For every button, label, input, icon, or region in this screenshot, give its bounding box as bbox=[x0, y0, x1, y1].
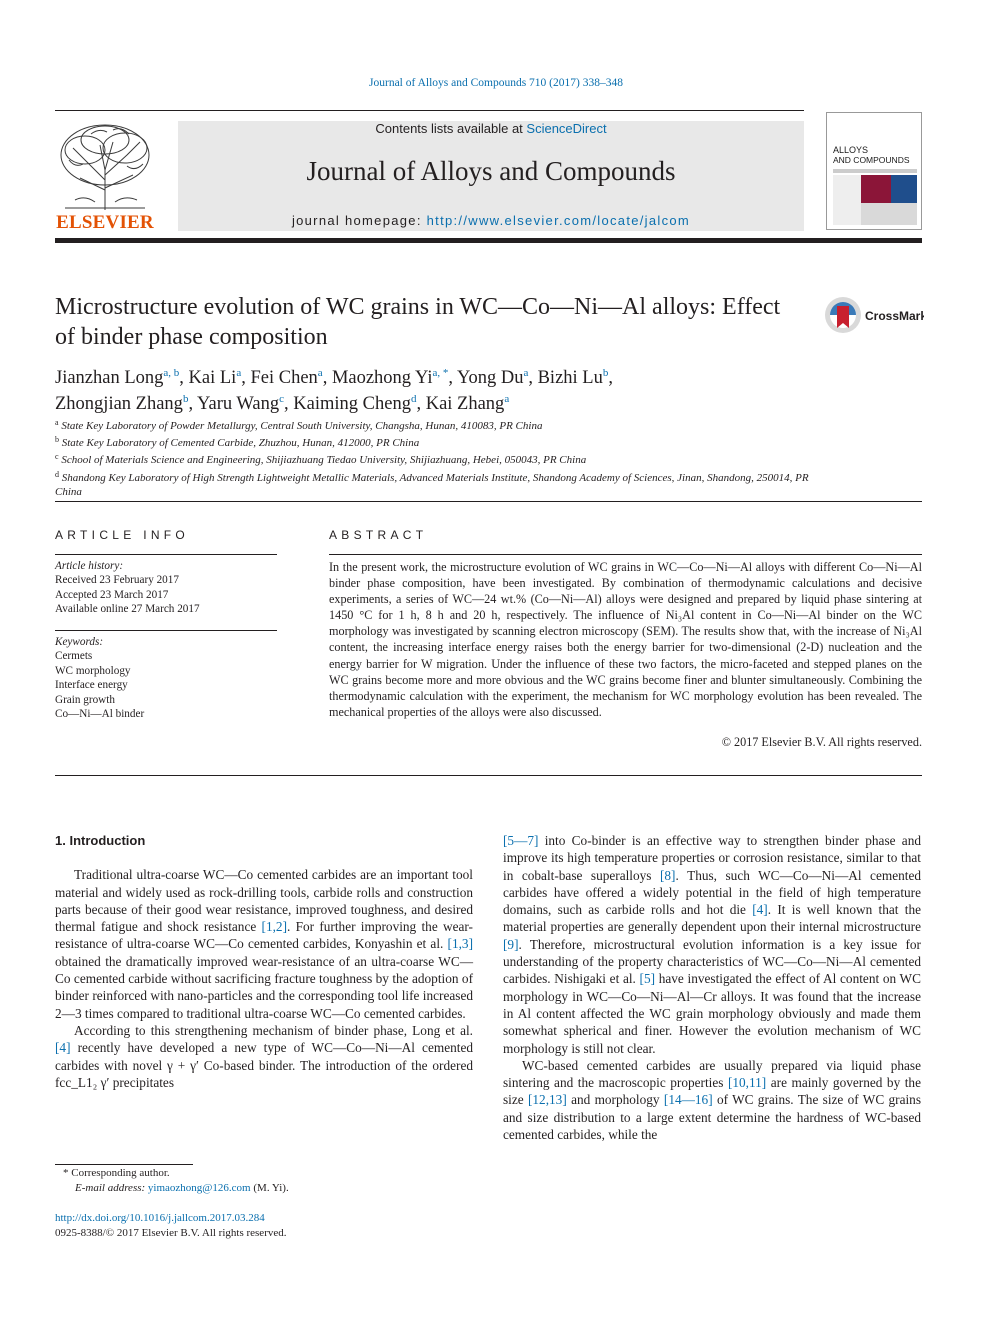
journal-title: Journal of Alloys and Compounds bbox=[306, 156, 676, 186]
email-link[interactable]: yimaozhong@126.com bbox=[147, 1182, 251, 1194]
journal-citation[interactable]: Journal of Alloys and Compounds 710 (2017) 338–348 bbox=[369, 77, 623, 89]
header-rule bbox=[55, 110, 804, 111]
body-rule bbox=[55, 775, 922, 776]
cover-color-block-3 bbox=[861, 203, 917, 225]
info-rule bbox=[55, 554, 277, 555]
tree-icon bbox=[55, 120, 155, 212]
author[interactable]: Kai Zhang$^a$ bbox=[425, 393, 510, 414]
article-history bbox=[55, 559, 277, 617]
contents-prefix: Contents lists available at bbox=[375, 121, 527, 136]
keywords bbox=[55, 635, 277, 721]
doi-link[interactable]: http://dx.doi.org/10.1016/j.jallcom.2017.03.284 bbox=[55, 1212, 265, 1224]
homepage-line bbox=[178, 213, 804, 228]
abstract-rule bbox=[329, 554, 922, 555]
crossmark-icon bbox=[824, 296, 924, 336]
article-title bbox=[55, 292, 815, 352]
reference-link[interactable]: [1,3] bbox=[447, 936, 473, 952]
cover-color-block-1 bbox=[861, 175, 891, 203]
crossmark-label: CrossMark bbox=[865, 309, 924, 323]
body-column-left bbox=[55, 832, 473, 1091]
doi-block bbox=[55, 1211, 287, 1241]
reference-link[interactable]: [5] bbox=[639, 971, 656, 987]
elsevier-wordmark: ELSEVIER bbox=[56, 212, 154, 233]
homepage-prefix: journal homepage: bbox=[291, 213, 427, 228]
reference-link[interactable]: [10,11] bbox=[727, 1075, 767, 1091]
reference-link[interactable]: [14—16] bbox=[663, 1092, 713, 1108]
author[interactable]: Maozhong $Yi^{a, *}$ bbox=[331, 367, 449, 388]
keyword: Co—Ni—Al binder bbox=[55, 708, 145, 721]
title-line-1: Microstructure evolution of WC grains in WC—Co—Ni—Al alloys: Effect bbox=[55, 294, 781, 320]
keywords-rule bbox=[55, 630, 277, 631]
reference-link[interactable]: [5—7] bbox=[503, 833, 539, 848]
paragraph: [5—7] into Co-binder is an effective way to strengthen binder phase and improve its high temperature properties or corrosion resistance, similar to that in cobalt-base superalloys [8]. Thus, such WC—Co—Ni—Al cemented carbides have offered a widely potential in the field of high temperature domains, such as carbide rolls and hot die [4]. It is well known that the material properties are generally dependent upon their internal microstructure [9]. Therefore, microstructural evolution information is a key issue for understanding of the property characteristics of WC—Co—Ni—Al cemented carbides. Nishigaki et al. [5] have investigated the effect of Al content on WC morphology in WC—Co—Ni—Al—Cr alloys. It was found that the increase in Al content affected the WC grain morphology obviously and made them somewhat spherical and finer. However the evolution mechanism of WC morphology is still not clear. bbox=[503, 833, 921, 1056]
paragraph: Traditional ultra-coarse WC—Co cemented carbides are an important tool material and widely used as rock-drilling tools, carbide rolls and construction parts because of their good wear resistance, improved toughness, and desired thermal fatigue and shock resistance [1,2]. For further improving the wear-resistance of ultra-coarse WC—Co cemented carbides, Konyashin et al. [1,3] obtained the dramatically improved wear-resistance of an ultra-coarse WC—Co cemented carbide without sacrificing fracture toughness by the adoption of binder reinforced with nano-particles and the corresponding tool life increased 2—3 times compared to traditional ultra-coarse WC—Co cemented carbides. bbox=[55, 867, 473, 1021]
author[interactable]: Kaiming Cheng$^d$ bbox=[293, 393, 417, 414]
accepted-date: Accepted 23 March 2017 bbox=[55, 588, 169, 601]
cover-icon bbox=[827, 113, 921, 229]
cover-color-block-2 bbox=[891, 175, 917, 203]
crossmark-badge[interactable] bbox=[824, 296, 924, 336]
keyword: WC morphology bbox=[55, 664, 131, 677]
paragraph: According to this strengthening mechanism of binder phase, Long et al. [4] recently have developed a new type of WC—Co—Ni—Al cemented carbides with novel γ + γ′ Co-based binder. The introduction of the ordered fcc_L1₂ γ′ precipitates bbox=[55, 1022, 473, 1090]
cover-title-1: ALLOYS bbox=[833, 145, 869, 155]
author[interactable]: Kai Li$^a$ bbox=[188, 367, 242, 388]
author[interactable]: Bizhi Lu$^b$ bbox=[537, 367, 609, 388]
keyword: Cermets bbox=[55, 650, 93, 663]
history-label: Article history: bbox=[55, 560, 124, 572]
reference-link[interactable]: [4] bbox=[55, 1040, 71, 1056]
journal-cover-thumbnail[interactable] bbox=[826, 112, 922, 230]
section-title: 1. Introduction bbox=[55, 833, 146, 848]
homepage-link[interactable]: http://www.elsevier.com/locate/jalcom bbox=[426, 213, 691, 228]
affiliation: $^d$ Shandong Key Laboratory of High Strength Lightweight Metallic Materials, Advanced Materials Institute, Shandong Academy of Sciences, Jinan, Shandong, 250014, PR China bbox=[55, 469, 809, 498]
reference-link[interactable]: [12,13] bbox=[527, 1092, 567, 1108]
keyword: Interface energy bbox=[55, 679, 128, 692]
email-line: E-mail address: yimaozhong@126.com (M. Yi). bbox=[75, 1182, 289, 1194]
reference-link[interactable]: [4] bbox=[752, 902, 768, 918]
author-list: Jianzhan Long$^{a, b}$, Kai Li$^a$, Fei Chen$^a$, Maozhong $Yi^{a, *}$, Yong Du$^a$, Bizhi Lu$^b$, Zhongjian Zhang$^b$, Yaru Wang$^c$, Kaiming Cheng$^d$, Kai Zhang$^a$ bbox=[55, 367, 613, 414]
body-column-right bbox=[503, 832, 921, 1143]
title-line-2: of binder phase composition bbox=[55, 324, 328, 350]
author[interactable]: Fei Chen$^a$ bbox=[250, 367, 323, 388]
received-date: Received 23 February 2017 bbox=[55, 574, 179, 587]
reference-link[interactable]: [8] bbox=[659, 867, 676, 883]
keywords-label: Keywords: bbox=[55, 636, 104, 648]
section-rule bbox=[55, 501, 922, 502]
affiliations bbox=[55, 416, 825, 499]
reference-link[interactable]: [1,2] bbox=[261, 919, 288, 935]
online-date: Available online 27 March 2017 bbox=[55, 603, 200, 616]
affiliation: $^a$ State Key Laboratory of Powder Metallurgy, Central South University, Changsha, Hunan, 410083, PR China bbox=[55, 418, 543, 432]
reference-link[interactable]: [9] bbox=[503, 936, 519, 952]
author[interactable]: Zhongjian Zhang$^b$ bbox=[55, 393, 189, 414]
author[interactable]: Yaru Wang$^c$ bbox=[197, 393, 285, 414]
author[interactable]: Yong Du$^a$ bbox=[456, 367, 529, 388]
abstract-heading: ABSTRACT bbox=[329, 528, 428, 542]
issn-line: 0925-8388/© 2017 Elsevier B.V. All rights reserved. bbox=[55, 1227, 287, 1239]
keyword: Grain growth bbox=[55, 693, 115, 706]
abstract-copyright: © 2017 Elsevier B.V. All rights reserved. bbox=[721, 735, 922, 749]
footnote bbox=[55, 1166, 473, 1196]
footnote-rule bbox=[55, 1164, 193, 1165]
paragraph: WC-based cemented carbides are usually prepared via liquid phase sintering and the macroscopic properties [10,11] are mainly governed by the size [12,13] and morphology [14—16] of WC grains. The size of WC grains and size distribution to a large extent determine the hardness of WC-based cemented carbides, while the bbox=[503, 1057, 921, 1143]
author[interactable]: Jianzhan Long$^{a, b}$ bbox=[55, 367, 180, 388]
cover-title-2: AND COMPOUNDS bbox=[833, 155, 910, 165]
contents-line bbox=[178, 121, 804, 136]
article-info-heading: ARTICLE INFO bbox=[55, 528, 190, 542]
corresponding-author-note: * Corresponding author. bbox=[63, 1167, 170, 1179]
header-thick-rule bbox=[55, 238, 922, 243]
abstract-text: In the present work, the microstructure evolution of WC grains in WC—Co—Ni—Al alloys with different Co—Ni—Al binder phase composition, have been investigated. By combination of thermodynamic calculations and decisive experiments, a series of WC—24 wt.% (Co—Ni—Al) alloys were designed and prepared by liquid phase sintering at 1450 °C for 1 h, 8 h and 20 h, respectively. The influence of Ni₃Al content in Co—Ni—Al binder on the WC morphology was investigated by scanning electron microscopy (SEM). The results show that, with the increase of Ni₃Al content, the increasing interface energy raises both the energy barrier for two-dimensional (2-D) nucleation and the energy barrier for W migration. Under the influence of these two factors, the micro-faceted and stepped planes on the WC grains become more and more obvious and the WC grains become finer and blunter simultaneously. Combining the thermodynamic calculation with the experiment, the mechanism for WC morphology evolution has been revealed. The mechanical properties of the alloys were also discussed. bbox=[329, 560, 922, 719]
affiliation: $^b$ State Key Laboratory of Cemented Carbide, Zhuzhou, Hunan, 412000, PR China bbox=[55, 435, 420, 450]
affiliation: $^c$ School of Materials Science and Engineering, Shijiazhuang Tiedao University, Shijiazhuang, Hebei, 050043, PR China bbox=[55, 452, 587, 467]
sciencedirect-link[interactable]: ScienceDirect bbox=[526, 121, 607, 136]
